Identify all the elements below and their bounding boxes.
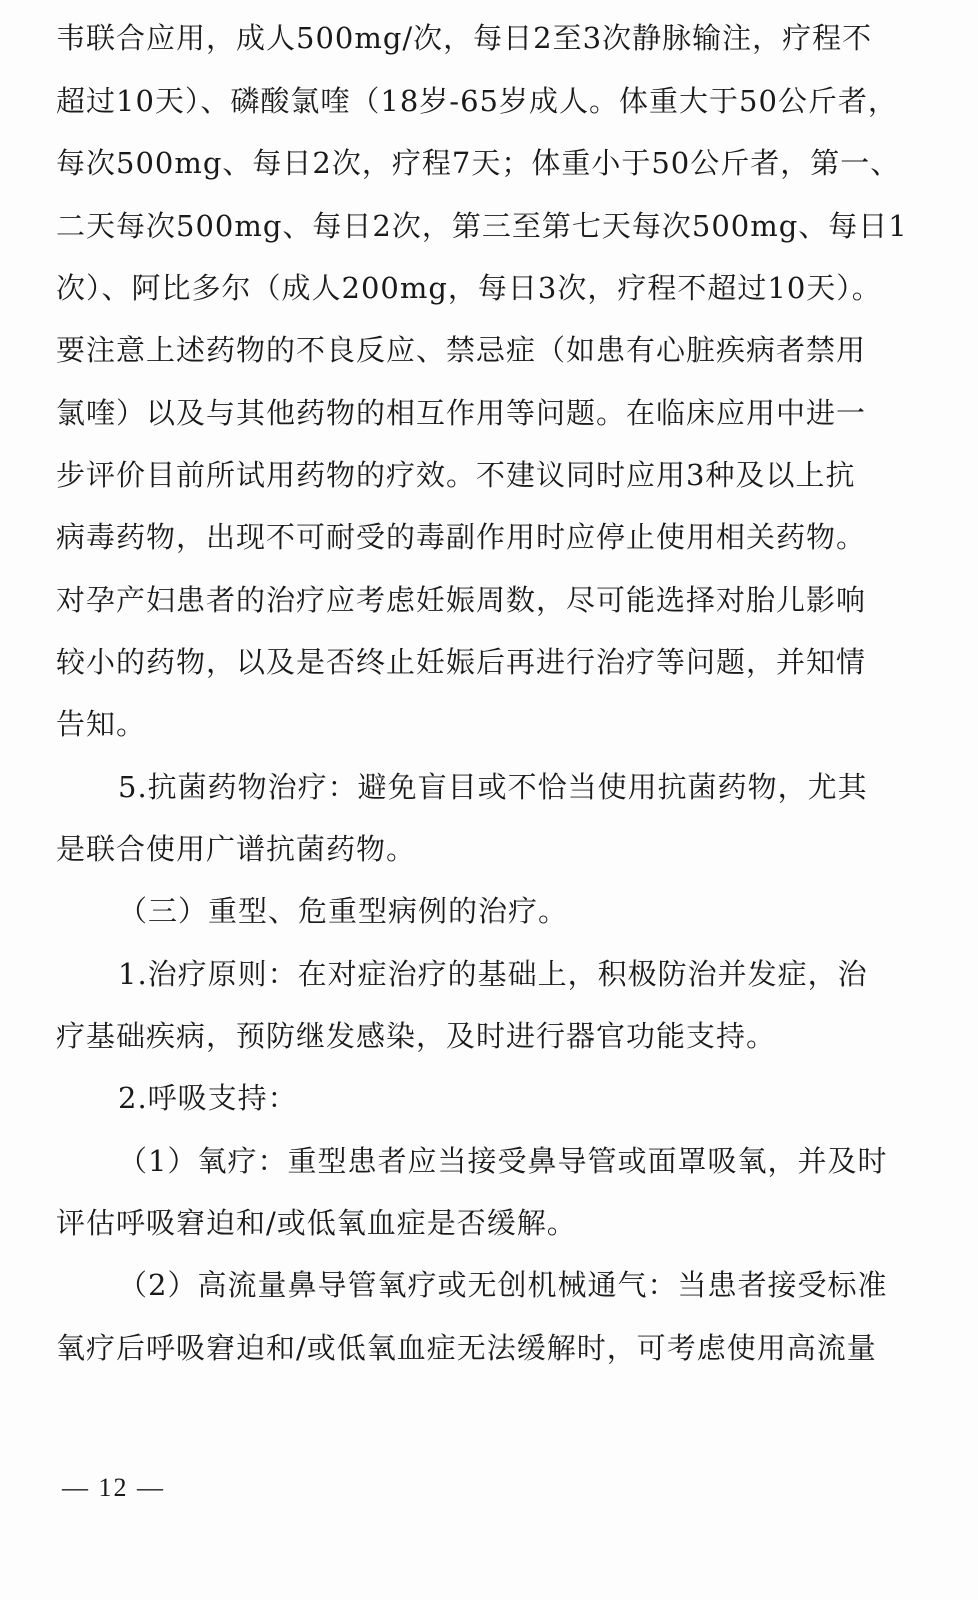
text-line: 步评价目前所试用药物的疗效。不建议同时应用3种及以上抗 [56, 458, 856, 492]
text-line: 疗基础疾病，预防继发感染，及时进行器官功能支持。 [56, 1019, 777, 1053]
text-line: 氯喹）以及与其他药物的相互作用等问题。在临床应用中进一 [56, 396, 867, 430]
text-line: 是联合使用广谱抗菌药物。 [56, 832, 417, 866]
text-line: 二天每次500mg、每日2次，第三至第七天每次500mg、每日1 [56, 209, 908, 243]
section-heading: （2）高流量鼻导管氧疗或无创机械通气：当患者接受标准 [118, 1268, 888, 1302]
section-heading: 2.呼吸支持： [118, 1081, 298, 1115]
section-heading: 5.抗菌药物治疗：避免盲目或不恰当使用抗菌药物，尤其 [118, 770, 868, 804]
page-number: — 12 — [62, 1473, 165, 1502]
section-heading: 1.治疗原则：在对症治疗的基础上，积极防治并发症，治 [118, 957, 868, 991]
text-line: 氧疗后呼吸窘迫和/或低氧血症无法缓解时，可考虑使用高流量 [56, 1331, 877, 1365]
text-line: 要注意上述药物的不良反应、禁忌症（如患有心脏疾病者禁用 [56, 333, 867, 367]
text-line: 次）、阿比多尔（成人200mg，每日3次，疗程不超过10天）。 [56, 271, 882, 305]
text-line: 每次500mg、每日2次，疗程7天；体重小于50公斤者，第一、 [56, 146, 901, 180]
text-line: 对孕产妇患者的治疗应考虑妊娠周数，尽可能选择对胎儿影响 [56, 583, 867, 617]
text-line: 超过10天）、磷酸氯喹（18岁-65岁成人。体重大于50公斤者， [56, 84, 898, 118]
text-line: 告知。 [56, 707, 147, 741]
section-heading: （1）氧疗：重型患者应当接受鼻导管或面罩吸氧，并及时 [118, 1144, 888, 1178]
section-heading: （三）重型、危重型病例的治疗。 [118, 894, 569, 928]
text-line: 评估呼吸窘迫和/或低氧血症是否缓解。 [56, 1206, 577, 1240]
text-line: 韦联合应用，成人500mg/次，每日2至3次静脉输注，疗程不 [56, 21, 873, 55]
text-line: 较小的药物，以及是否终止妊娠后再进行治疗等问题，并知情 [56, 645, 867, 679]
text-line: 病毒药物，出现不可耐受的毒副作用时应停止使用相关药物。 [56, 520, 867, 554]
